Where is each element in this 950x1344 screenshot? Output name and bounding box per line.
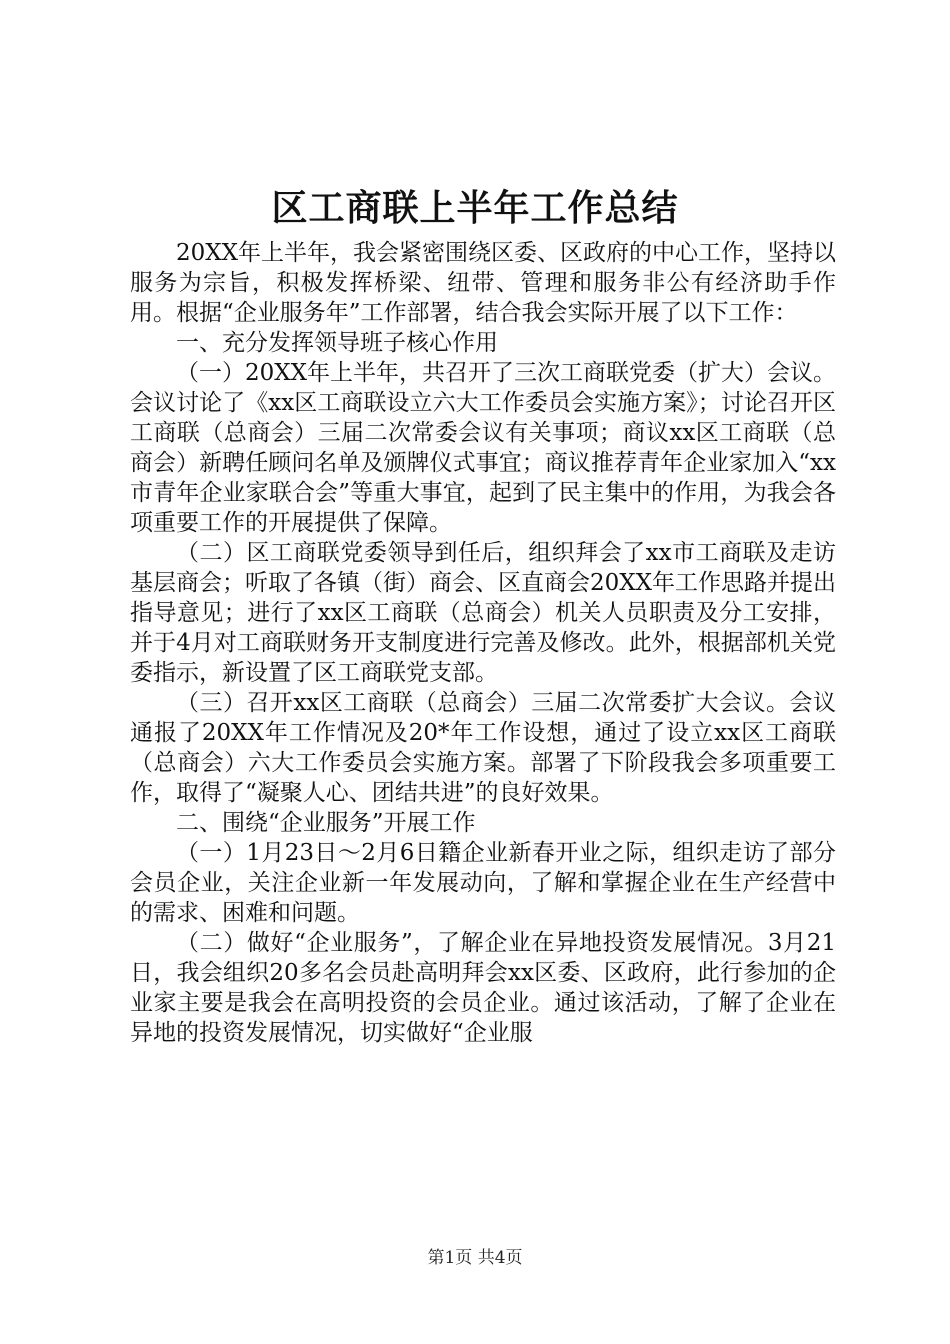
page-number-footer: 第1页 共4页 bbox=[427, 1248, 523, 1268]
paragraph-1-2: （二）区工商联党委领导到任后，组织拜会了xx市工商联及走访基层商会；听取了各镇（街）商会、区直商会20XX年工作思路并提出指导意见；进行了xx区工商联（总商会）机关人员职责及分工安排，并于4月对工商联财务开支制度进行完善及修改。此外，根据部机关党委指示，新设置了区工商联党支部。 bbox=[130, 540, 837, 686]
section-heading-2: 二、围绕“企业服务”开展工作 bbox=[176, 810, 476, 836]
paragraph-2-2: （二）做好“企业服务”，了解企业在异地投资发展情况。3月21日，我会组织20多名会员赴高明拜会xx区委、区政府，此行参加的企业家主要是我会在高明投资的会员企业。通过该活动，了解了企业在异地的投资发展情况，切实做好“企业服 bbox=[130, 930, 836, 1046]
section-heading-1: 一、充分发挥领导班子核心作用 bbox=[176, 330, 498, 356]
document-body bbox=[130, 238, 836, 1048]
paragraph-2-1: （一）1月23日～2月6日籍企业新春开业之际，组织走访了部分会员企业，关注企业新一年发展动向，了解和掌握企业在生产经营中的需求、困难和问题。 bbox=[130, 840, 836, 926]
paragraph-1-3: （三）召开xx区工商联（总商会）三届二次常委扩大会议。会议通报了20XX年工作情况及20*年工作设想，通过了设立xx区工商联（总商会）六大工作委员会实施方案。部署了下阶段我会多项重要工作，取得了“凝聚人心、团结共进”的良好效果。 bbox=[130, 690, 836, 806]
paragraph-intro: 20XX年上半年，我会紧密围绕区委、区政府的中心工作，坚持以服务为宗旨，积极发挥桥梁、纽带、管理和服务非公有经济助手作用。根据“企业服务年”工作部署，结合我会实际开展了以下工作： bbox=[130, 240, 837, 326]
paragraph-1-1: （一）20XX年上半年，共召开了三次工商联党委（扩大）会议。会议讨论了《xx区工商联设立六大工作委员会实施方案》；讨论召开区工商联（总商会）三届二次常委会议有关事项；商议xx区工商联（总商会）新聘任顾问名单及颁牌仪式事宜；商议推荐青年企业家加入“xx市青年企业家联合会”等重大事宜，起到了民主集中的作用，为我会各项重要工作的开展提供了保障。 bbox=[130, 360, 837, 536]
document-title: 区工商联上半年工作总结 bbox=[271, 187, 679, 229]
